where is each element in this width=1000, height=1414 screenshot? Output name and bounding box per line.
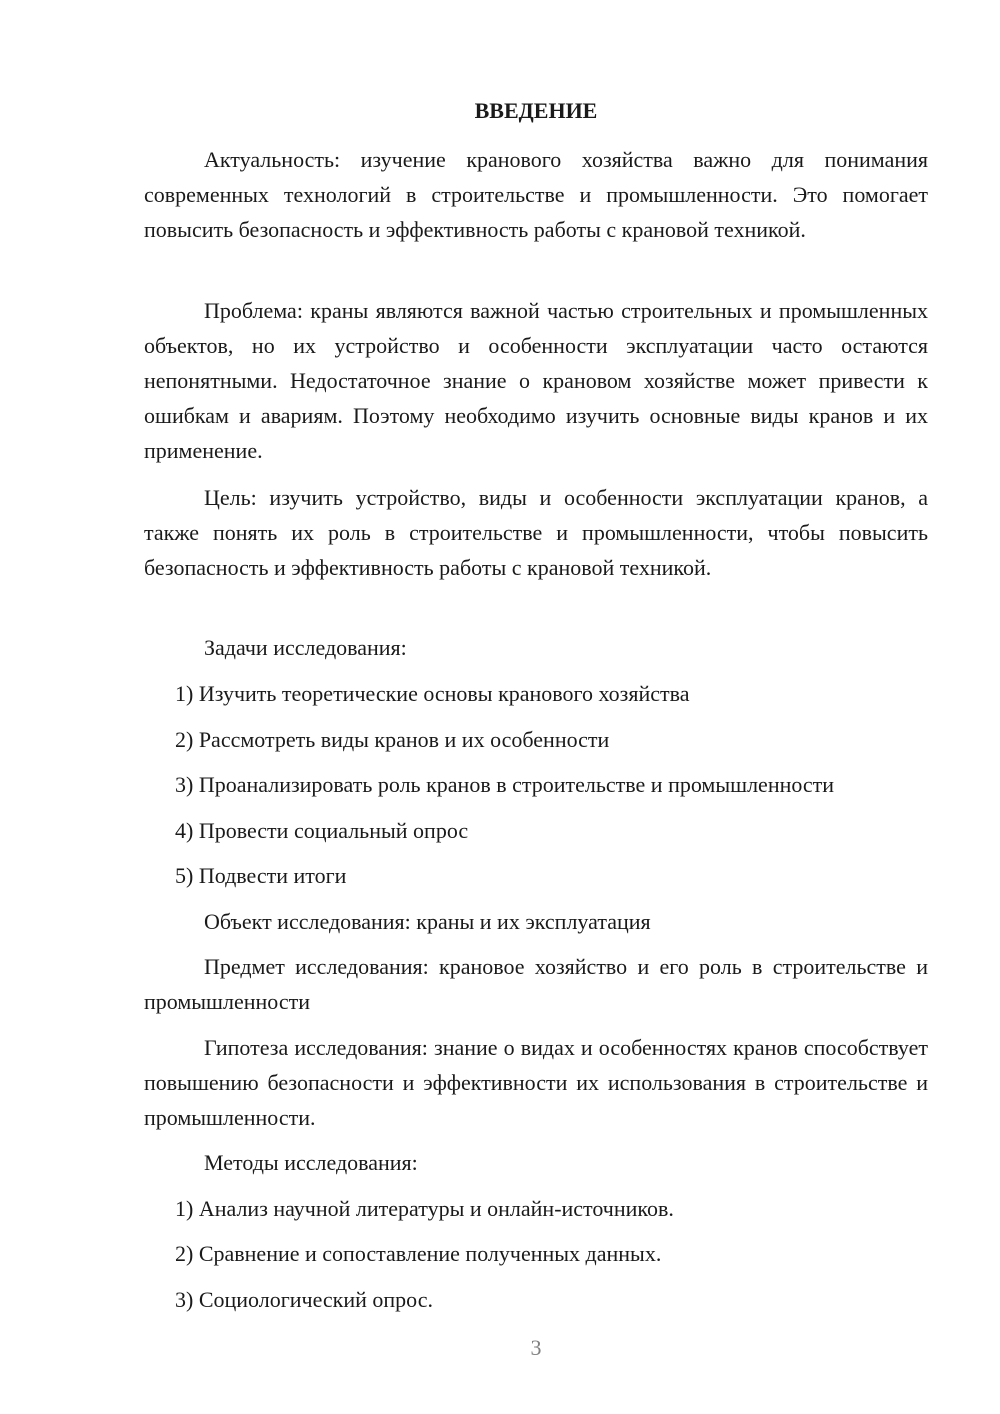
task-item-1: 1) Изучить теоретические основы кранового хозяйства	[175, 681, 690, 706]
paragraph-problem: Проблема: краны являются важной частью строительных и промышленных объектов, но их устройство и особенности эксплуатации часто остаются непонятными. Недостаточное знание о крановом хозяйстве может привести к ошибкам и авариям. Поэтому необходимо изучить основные виды кранов и их применение.	[144, 298, 928, 463]
page-title: ВВЕДЕНИЕ	[474, 98, 598, 123]
paragraph-goal: Цель: изучить устройство, виды и особенности эксплуатации кранов, а также понять их роль в строительстве и промышленности, чтобы повысить безопасность и эффективность работы с крановой техникой.	[144, 485, 928, 580]
method-item-2: 2) Сравнение и сопоставление полученных данных.	[175, 1241, 662, 1266]
method-item-1: 1) Анализ научной литературы и онлайн-источников.	[175, 1196, 674, 1221]
paragraph-subject: Предмет исследования: крановое хозяйство и его роль в строительстве и промышленности	[144, 954, 928, 1014]
task-item-2: 2) Рассмотреть виды кранов и их особенности	[175, 727, 610, 752]
tasks-heading: Задачи исследования:	[204, 635, 407, 660]
methods-heading: Методы исследования:	[204, 1150, 418, 1175]
task-item-5: 5) Подвести итоги	[175, 863, 347, 888]
task-item-4: 4) Провести социальный опрос	[175, 818, 469, 843]
research-object: Объект исследования: краны и их эксплуатация	[204, 909, 651, 934]
paragraph-hypothesis: Гипотеза исследования: знание о видах и особенностях кранов способствует повышению безопасности и эффективности их использования в строительстве и промышленности.	[144, 1035, 928, 1130]
page-number: 3	[530, 1335, 542, 1360]
paragraph-relevance: Актуальность: изучение кранового хозяйства важно для понимания современных технологий в строительстве и промышленности. Это помогает повысить безопасность и эффективность работы с крановой техникой.	[144, 147, 928, 242]
task-item-3: 3) Проанализировать роль кранов в строительстве и промышленности	[175, 772, 835, 797]
method-item-3: 3) Социологический опрос.	[175, 1287, 433, 1312]
